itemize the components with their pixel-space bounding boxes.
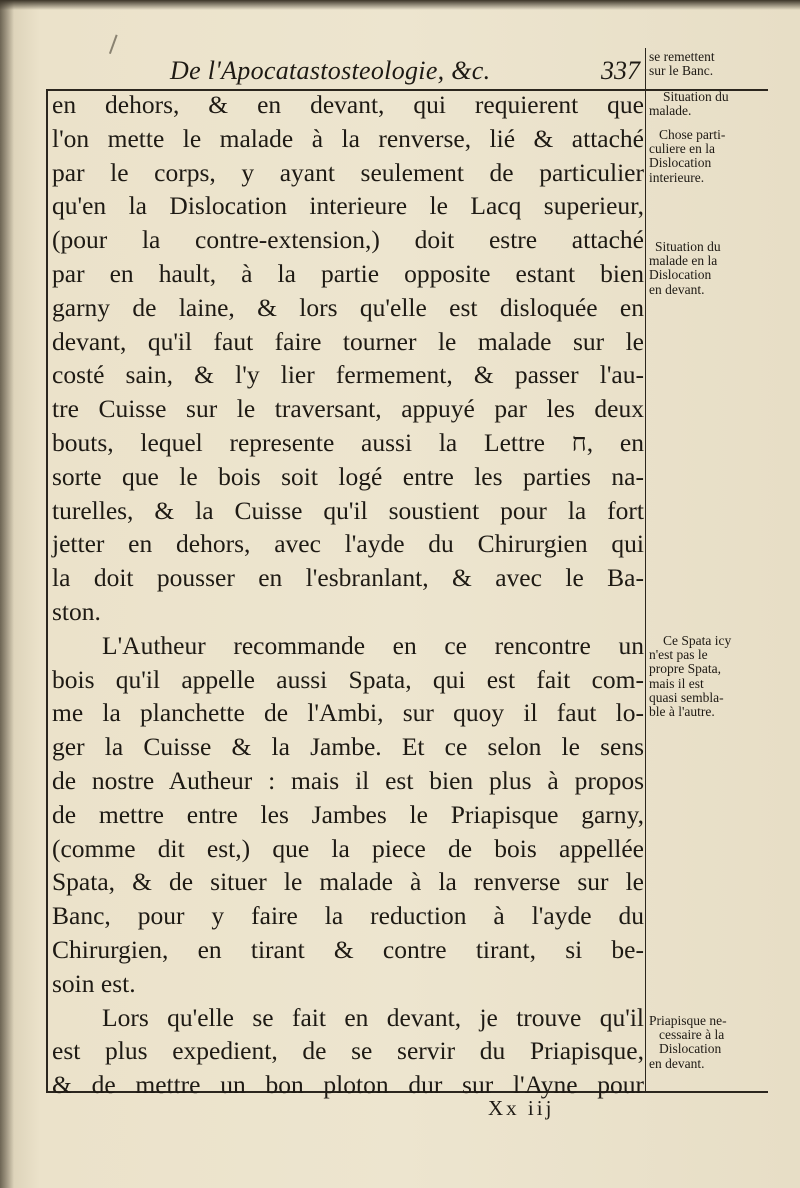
text-line: Chirurgien, en tirant & contre tirant, si be-	[52, 934, 644, 964]
margin-note	[649, 50, 767, 78]
column-divider-rule	[645, 48, 646, 1092]
margin-note-line: Priapisque ne-	[649, 1013, 727, 1028]
left-frame-rule	[46, 89, 48, 1092]
text-line: par le corps, y ayant seulement de particulier	[52, 157, 644, 187]
margin-note	[649, 128, 767, 185]
text-line: me la planchette de l'Ambi, sur quoy il faut lo-	[52, 698, 644, 728]
top-edge-shadow	[0, 0, 800, 10]
text-line: de nostre Autheur : mais il est bien plus à propos	[52, 765, 644, 795]
text-line: tre Cuisse sur le traversant, appuyé par les deux	[52, 394, 644, 424]
text-line: ger la Cuisse & la Jambe. Et ce selon le sens	[52, 732, 644, 762]
margin-note-line: Dislocation	[649, 155, 712, 171]
paragraph-start-line: L'Autheur recommande en ce rencontre un	[102, 630, 644, 660]
margin-note	[649, 240, 767, 297]
margin-note-line: Chose parti-	[659, 127, 726, 142]
text-line: & de mettre un bon ploton dur sur l'Ayne pour	[52, 1070, 644, 1100]
margin-note-line: propre Spata,	[649, 661, 721, 677]
text-line: bois qu'il appelle aussi Spata, qui est fait com-	[52, 664, 644, 694]
text-line: turelles, & la Cuisse qu'il soustient pour la fort	[52, 495, 644, 525]
margin-note-line: Dislocation	[659, 1041, 722, 1057]
text-line: l'on mette le malade à la renverse, lié & attaché	[52, 123, 644, 153]
text-line: est plus expedient, de se servir du Priapisque,	[52, 1036, 644, 1066]
text-line: soin est.	[52, 968, 136, 998]
margin-note-line: mais il est	[649, 675, 704, 691]
margin-note-line: ble à l'autre.	[649, 704, 715, 720]
text-line: devant, qu'il faut faire tourner le malade sur le	[52, 326, 644, 356]
margin-note-line: Ce Spata icy	[663, 633, 732, 648]
margin-note	[649, 1014, 767, 1071]
margin-note-line: quasi sembla-	[649, 689, 724, 705]
running-head-title: De l'Apocatastosteologie, &c.	[170, 56, 491, 85]
paragraph-start-line: Lors qu'elle se fait en devant, je trouve qu'il	[102, 1002, 644, 1032]
page-number: 337	[601, 56, 640, 85]
text-line: par en hault, à la partie opposite estant bien	[52, 258, 644, 288]
text-line: costé sain, & l'y lier fermement, & passer l'au-	[52, 360, 644, 390]
margin-note	[649, 90, 767, 118]
margin-note-line: en devant.	[649, 1055, 705, 1071]
signature-mark: Xx iij	[488, 1096, 555, 1120]
margin-note-line: cessaire à la	[659, 1027, 725, 1043]
margin-note-line: malade en la	[649, 253, 718, 269]
gutter-shadow	[0, 0, 14, 1188]
text-line: en dehors, & en devant, qui requierent que	[52, 90, 644, 119]
text-line: jetter en dehors, avec l'ayde du Chirurgien qui	[52, 529, 644, 559]
text-line: sorte que le bois soit logé entre les parties na-	[52, 461, 644, 491]
margin-note-line: culiere en la	[649, 141, 715, 157]
margin-note-line: interieure.	[649, 169, 705, 185]
margin-note-line: Situation du	[655, 239, 721, 254]
text-line: bouts, lequel represente aussi la Lettre ח, en	[52, 427, 644, 457]
text-line: Spata, & de situer le malade à la renverse sur le	[52, 867, 644, 897]
margin-note-line: en devant.	[649, 281, 705, 297]
margin-note-line: n'est pas le	[649, 647, 708, 663]
text-line: garny de laine, & lors qu'elle est disloquée en	[52, 292, 644, 322]
running-head	[170, 52, 640, 92]
text-line: ston.	[52, 596, 101, 626]
body-text	[52, 88, 644, 1102]
margin-note-line: Situation du	[663, 89, 729, 104]
margin-note-line: malade.	[649, 103, 692, 119]
margin-note-line: se remettent	[649, 49, 715, 64]
margin-note	[649, 634, 767, 719]
text-line: qu'en la Dislocation interieure le Lacq superieur,	[52, 191, 644, 221]
text-line: Banc, pour y faire la reduction à l'ayde du	[52, 901, 644, 931]
text-line: (pour la contre-extension,) doit estre attaché	[52, 225, 644, 255]
margin-note-line: Dislocation	[649, 267, 712, 283]
text-line: la doit pousser en l'esbranlant, & avec le Ba-	[52, 563, 644, 593]
text-line: (comme dit est,) que la piece de bois appellée	[52, 833, 644, 863]
text-line: de mettre entre les Jambes le Priapisque garny,	[52, 799, 644, 829]
pen-mark	[109, 35, 127, 58]
margin-note-line: sur le Banc.	[649, 63, 714, 79]
